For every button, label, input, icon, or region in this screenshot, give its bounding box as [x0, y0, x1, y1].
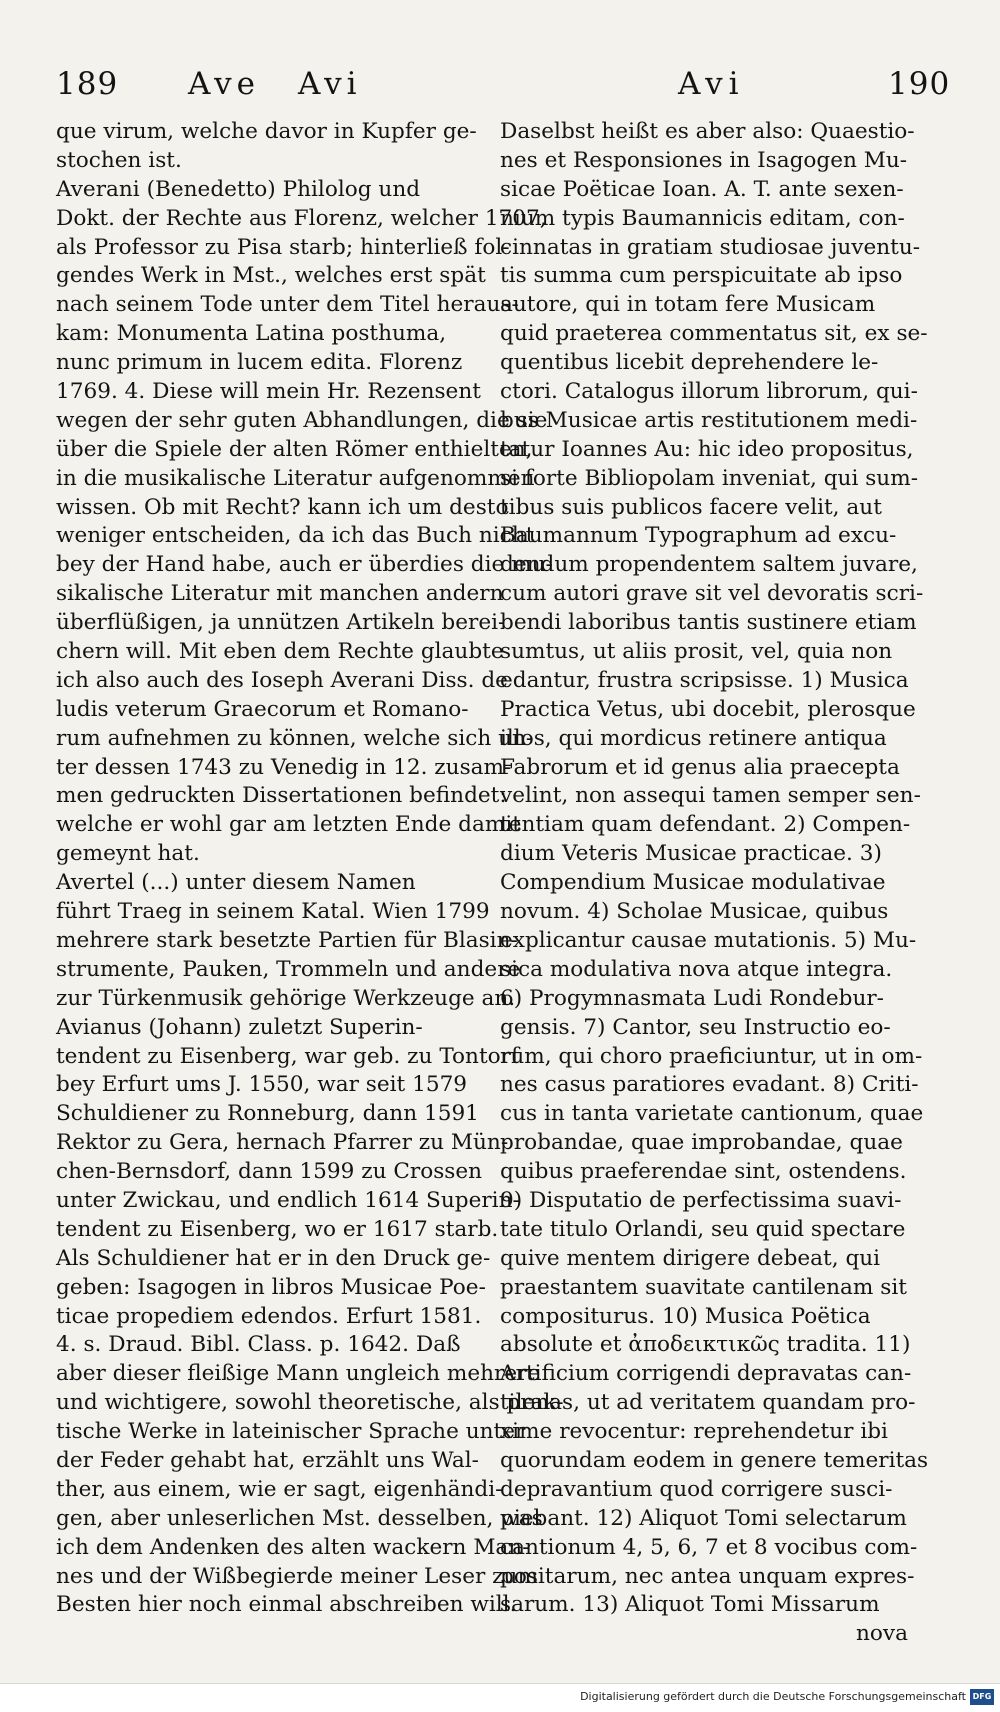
text-line: tibus suis publicos facere velit, aut: [500, 494, 882, 520]
left-running-head-2: Avi: [298, 66, 362, 102]
text-line: praestantem suavitate cantilenam sit: [500, 1274, 907, 1300]
text-line: quibus praeferendae sint, ostendens.: [500, 1159, 907, 1185]
text-line: tis summa cum perspicuitate ab ipso: [500, 263, 903, 289]
text-line: compositurus. 10) Musica Poëtica: [500, 1303, 871, 1329]
text-line: wegen der sehr guten Abhandlungen, die sie: [56, 407, 548, 433]
text-line: überflüßigen, ja unnützen Artikeln berei-: [56, 610, 506, 636]
text-line: über die Spiele der alten Römer enthielten,: [56, 436, 533, 462]
text-line: tendent zu Eisenberg, wo er 1617 starb.: [56, 1216, 499, 1242]
text-line: 9) Disputatio de perfectissima suavi-: [500, 1187, 902, 1213]
text-line: gemeynt hat.: [56, 841, 200, 867]
text-line: probandae, quae improbandae, quae: [500, 1130, 903, 1156]
text-line: edantur, frustra scripsisse. 1) Musica: [500, 667, 909, 693]
text-line: Schuldiener zu Ronneburg, dann 1591: [56, 1101, 479, 1127]
text-line: ich also auch des Ioseph Averani Diss. de: [56, 667, 508, 693]
text-line: bey der Hand habe, auch er überdies die mu-: [56, 552, 553, 578]
text-line: chern will. Mit eben dem Rechte glaubte: [56, 639, 504, 665]
text-line: ter dessen 1743 zu Venedig in 12. zusam-: [56, 754, 512, 780]
text-line: que virum, welche davor in Kupfer ge-: [56, 119, 477, 144]
left-text-column: [56, 118, 564, 1620]
text-line: sarum. 13) Aliquot Tomi Missarum: [500, 1592, 880, 1618]
text-line: Daselbst heißt es aber also: Quaestio-: [500, 119, 915, 144]
text-line: Als Schuldiener hat er in den Druck ge-: [56, 1245, 491, 1271]
text-line: Compendium Musicae modulativae: [500, 870, 886, 896]
text-line: wissen. Ob mit Recht? kann ich um desto: [56, 494, 509, 520]
text-line: absolute et ἀποδεικτικῶς tradita. 11): [500, 1332, 911, 1358]
text-line: tische Werke in lateinischer Sprache unter: [56, 1419, 526, 1445]
text-line: cinnatas in gratiam studiosae juventu-: [500, 234, 921, 260]
text-line: stochen ist.: [56, 147, 182, 173]
text-line: ther, aus einem, wie er sagt, eigenhändi-: [56, 1476, 503, 1502]
text-line: Avertel (...) unter diesem Namen: [56, 870, 416, 896]
text-line: der Feder gehabt hat, erzählt uns Wal-: [56, 1447, 479, 1473]
text-line: kam: Monumenta Latina posthuma,: [56, 321, 447, 347]
text-line: Artificium corrigendi depravatas can-: [500, 1361, 912, 1387]
right-running-head: Avi: [678, 66, 745, 102]
text-line: unter Zwickau, und endlich 1614 Superin-: [56, 1187, 520, 1213]
text-line: weniger entscheiden, da ich das Buch nicht: [56, 523, 535, 549]
text-line: tatur Ioannes Au: hic ideo propositus,: [500, 436, 914, 462]
text-line: quive mentem dirigere debeat, qui: [500, 1245, 881, 1271]
text-line: bendi laboribus tantis sustinere etiam: [500, 610, 917, 636]
text-line: dium Veteris Musicae practicae. 3): [500, 841, 882, 867]
text-line: rum, qui choro praeficiuntur, ut in om-: [500, 1043, 923, 1069]
text-line: ctori. Catalogus illorum librorum, qui-: [500, 379, 918, 405]
text-line: in die musikalische Literatur aufgenommen: [56, 465, 535, 491]
text-line: Besten hier noch einmal abschreiben will.: [56, 1592, 517, 1618]
text-line: piebant. 12) Aliquot Tomi selectarum: [500, 1505, 907, 1531]
text-line: strumente, Pauken, Trommeln und andere: [56, 956, 521, 982]
text-line: nova: [856, 1621, 908, 1647]
text-line: cantionum 4, 5, 6, 7 et 8 vocibus com-: [500, 1534, 918, 1560]
text-line: cus in tanta varietate cantionum, quae: [500, 1101, 924, 1127]
right-page-number: 190: [888, 66, 951, 102]
text-line: Practica Vetus, ubi docebit, plerosque: [500, 696, 916, 722]
text-line: cum autori grave sit vel devoratis scri-: [500, 581, 924, 607]
text-line: welche er wohl gar am letzten Ende damit: [56, 812, 521, 838]
text-line: quid praeterea commentatus sit, ex se-: [500, 321, 928, 347]
text-line: Dokt. der Rechte aus Florenz, welcher 1707,: [56, 205, 547, 231]
text-line: chen-Bernsdorf, dann 1599 zu Crossen: [56, 1159, 483, 1185]
text-line: tilenas, ut ad veritatem quandam pro-: [500, 1390, 916, 1416]
digitization-footer: [0, 1683, 1000, 1712]
text-line: bey Erfurt ums J. 1550, war seit 1579: [56, 1072, 468, 1098]
footer-credit: Digitalisierung gefördert durch die Deutsche Forschungsgemeinschaft: [580, 1690, 966, 1703]
text-line: quorundam eodem in genere temeritas: [500, 1447, 929, 1473]
text-line: 1769. 4. Diese will mein Hr. Rezensent: [56, 379, 481, 405]
text-line: Averani (Benedetto) Philolog und: [56, 176, 421, 202]
text-line: bus Musicae artis restitutionem medi-: [500, 407, 918, 433]
text-line: tentiam quam defendant. 2) Compen-: [500, 812, 911, 838]
left-running-head-1: Ave: [188, 66, 260, 102]
text-line: illos, qui mordicus retinere antiqua: [500, 725, 887, 751]
text-line: xime revocentur: reprehendetur ibi: [500, 1419, 888, 1445]
text-line: führt Traeg in seinem Katal. Wien 1799: [56, 899, 490, 925]
text-line: Avianus (Johann) zuletzt Superin-: [56, 1014, 423, 1040]
text-line: als Professor zu Pisa starb; hinterließ fol-: [56, 234, 510, 260]
text-line: mehrere stark besetzte Partien für Blasin-: [56, 927, 518, 953]
text-line: nach seinem Tode unter dem Titel heraus-: [56, 292, 519, 318]
text-line: dendum propendentem saltem juvare,: [500, 552, 918, 578]
text-line: rum aufnehmen zu können, welche sich un-: [56, 725, 534, 751]
text-line: Fabrorum et id genus alia praecepta: [500, 754, 900, 780]
text-line: ticae propediem edendos. Erfurt 1581.: [56, 1303, 482, 1329]
text-line: tendent zu Eisenberg, war geb. zu Tontorf: [56, 1043, 519, 1069]
dfg-logo-icon: DFG: [970, 1689, 994, 1705]
text-line: geben: Isagogen in libros Musicae Poe-: [56, 1274, 486, 1300]
text-line: Baumannum Typographum ad excu-: [500, 523, 897, 549]
text-line: gensis. 7) Cantor, seu Instructio eo-: [500, 1014, 891, 1040]
text-line: ludis veterum Graecorum et Romano-: [56, 696, 469, 722]
text-line: und wichtigere, sowohl theoretische, als prak-: [56, 1390, 564, 1416]
text-line: 4. s. Draud. Bibl. Class. p. 1642. Daß: [56, 1332, 461, 1358]
text-line: gen, aber unleserlichen Mst. desselben, was: [56, 1505, 543, 1531]
text-line: nes und der Wißbegierde meiner Leser zum: [56, 1563, 538, 1589]
text-line: depravantium quod corrigere susci-: [500, 1476, 893, 1502]
text-line: nes et Responsiones in Isagogen Mu-: [500, 147, 908, 173]
text-line: nium typis Baumannicis editam, con-: [500, 205, 905, 231]
text-line: ich dem Andenken des alten wackern Man-: [56, 1534, 530, 1560]
text-line: sumtus, ut aliis prosit, vel, quia non: [500, 639, 893, 665]
text-line: aber dieser fleißige Mann ungleich mehrere: [56, 1361, 541, 1387]
text-line: 6) Progymnasmata Ludi Rondebur-: [500, 985, 884, 1011]
text-line: velint, non assequi tamen semper sen-: [500, 783, 921, 809]
text-line: explicantur causae mutationis. 5) Mu-: [500, 927, 917, 953]
text-line: autore, qui in totam fere Musicam: [500, 292, 876, 318]
left-page-number: 189: [56, 66, 119, 102]
text-line: si forte Bibliopolam inveniat, qui sum-: [500, 465, 918, 491]
text-line: zur Türkenmusik gehörige Werkzeuge an.: [56, 985, 516, 1011]
text-line: men gedruckten Dissertationen befindet:: [56, 783, 507, 809]
text-line: sica modulativa nova atque integra.: [500, 956, 893, 982]
right-text-column: [500, 118, 929, 1649]
text-line: quentibus licebit deprehendere le-: [500, 350, 879, 376]
text-line: sicae Poëticae Ioan. A. T. ante sexen-: [500, 176, 904, 202]
text-line: Rektor zu Gera, hernach Pfarrer zu Mün-: [56, 1130, 509, 1156]
text-line: nes casus paratiores evadant. 8) Criti-: [500, 1072, 919, 1098]
text-line: tate titulo Orlandi, seu quid spectare: [500, 1216, 906, 1242]
text-line: nunc primum in lucem edita. Florenz: [56, 350, 463, 376]
text-line: novum. 4) Scholae Musicae, quibus: [500, 899, 889, 925]
text-line: gendes Werk in Mst., welches erst spät: [56, 263, 486, 289]
text-line: sikalische Literatur mit manchen andern: [56, 581, 504, 607]
text-line: positarum, nec antea unquam expres-: [500, 1563, 915, 1589]
